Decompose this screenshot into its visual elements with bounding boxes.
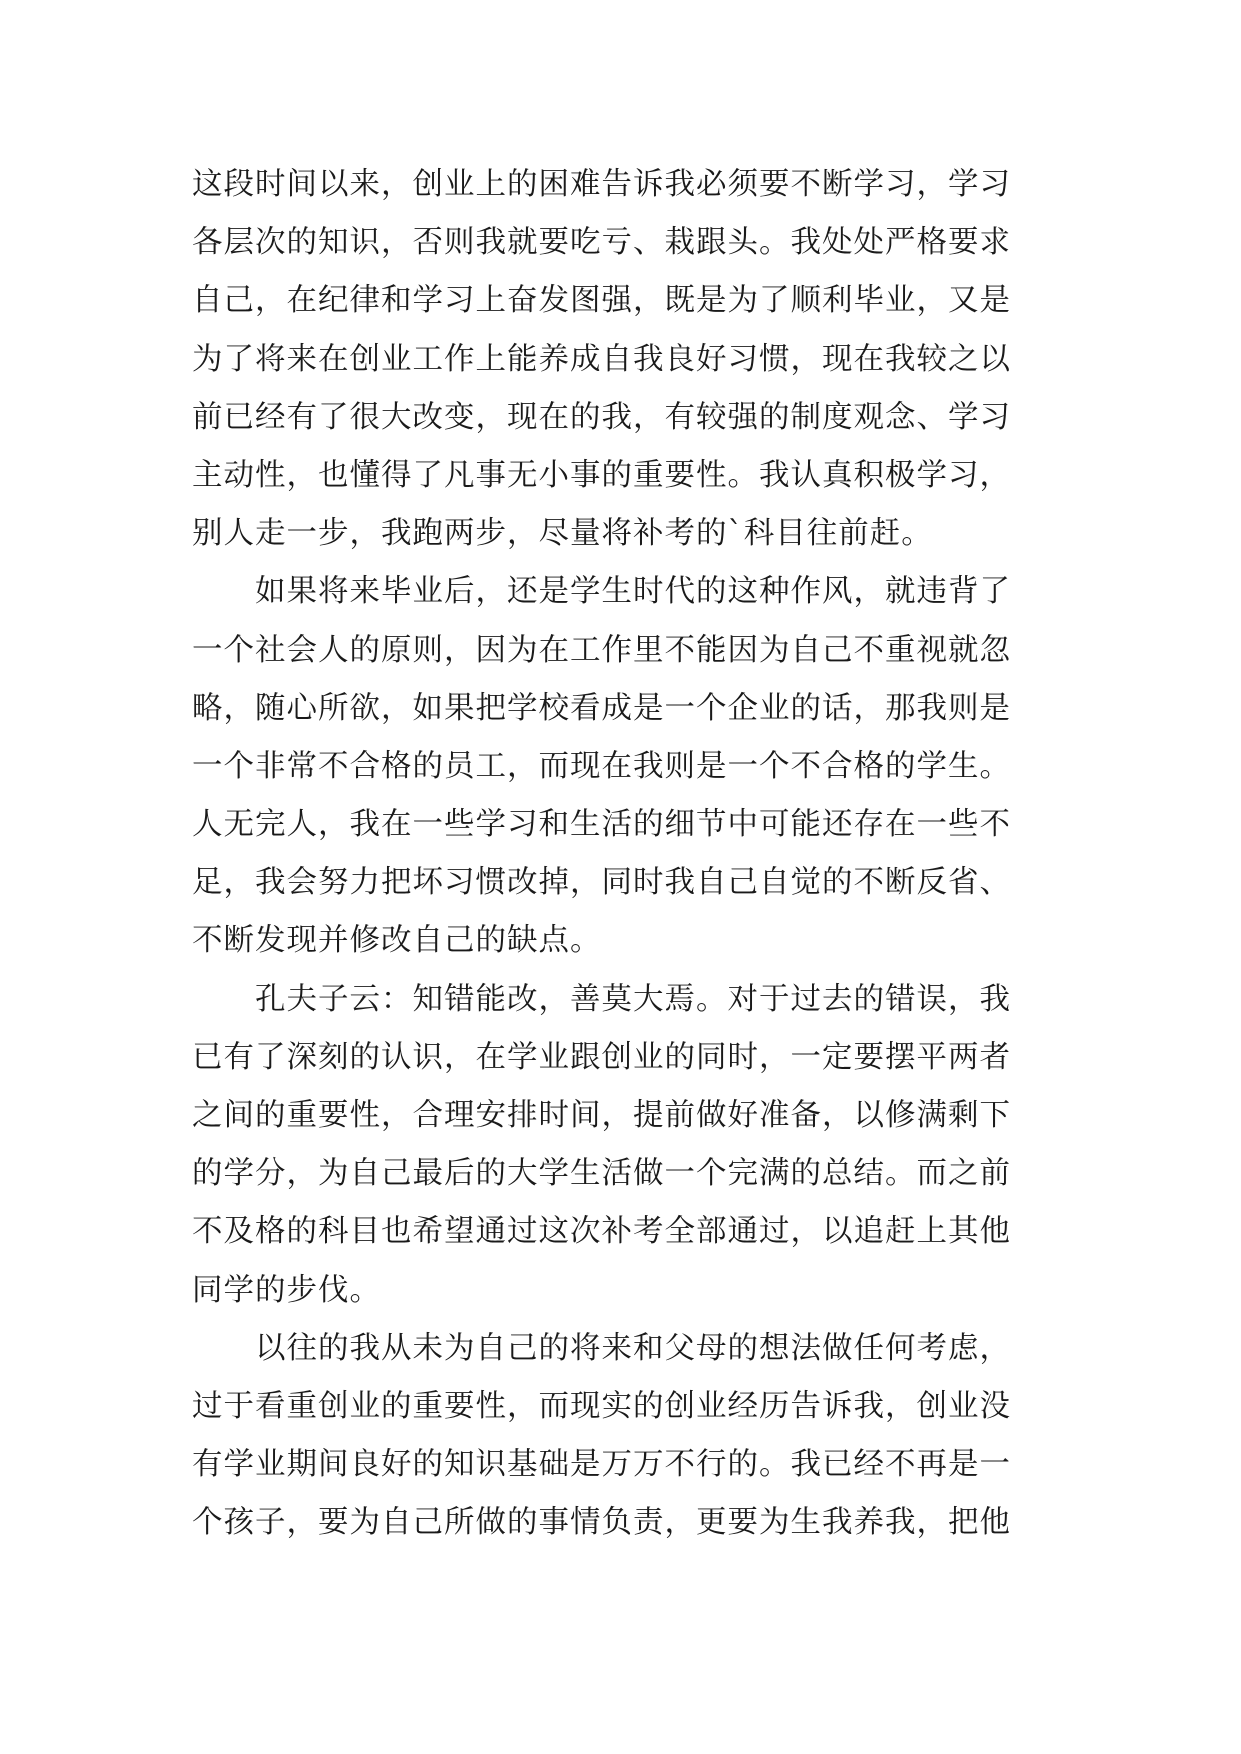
text-line: 别人走一步，我跑两步，尽量将补考的`科目往前赶。 xyxy=(192,516,933,552)
text-line: 主动性，也懂得了凡事无小事的重要性。我认真积极学习， xyxy=(192,457,1011,493)
text-line: 人无完人，我在一些学习和生活的细节中可能还存在一些不 xyxy=(192,807,1011,843)
text-line: 自己，在纪律和学习上奋发图强，既是为了顺利毕业，又是 xyxy=(192,283,1011,319)
text-line: 已有了深刻的认识，在学业跟创业的同时，一定要摆平两者 xyxy=(192,1039,1011,1075)
text-line: 这段时间以来，创业上的困难告诉我必须要不断学习，学习 xyxy=(192,167,1011,202)
text-line: 以往的我从未为自己的将来和父母的想法做任何考虑， xyxy=(192,1330,1011,1366)
text-line: 有学业期间良好的知识基础是万万不行的。我已经不再是一 xyxy=(192,1447,1011,1483)
text-line: 孔夫子云：知错能改，善莫大焉。对于过去的错误，我 xyxy=(192,981,1011,1017)
text-line: 之间的重要性，合理安排时间，提前做好准备，以修满剩下 xyxy=(192,1098,1011,1133)
document-body-text xyxy=(192,156,1054,1553)
text-line: 一个非常不合格的员工，而现在我则是一个不合格的学生。 xyxy=(192,748,1011,784)
text-line: 略，随心所欲，如果把学校看成是一个企业的话，那我则是 xyxy=(192,690,1011,726)
text-line: 同学的步伐。 xyxy=(192,1272,381,1308)
text-line: 一个社会人的原则，因为在工作里不能因为自己不重视就忽 xyxy=(192,632,1011,668)
text-line: 如果将来毕业后，还是学生时代的这种作风，就违背了 xyxy=(192,574,1011,610)
text-line: 过于看重创业的重要性，而现实的创业经历告诉我，创业没 xyxy=(192,1388,1011,1424)
text-line: 为了将来在创业工作上能养成自我良好习惯，现在我较之以 xyxy=(192,341,1011,377)
text-line: 各层次的知识，否则我就要吃亏、栽跟头。我处处严格要求 xyxy=(192,225,1011,261)
text-line: 的学分，为自己最后的大学生活做一个完满的总结。而之前 xyxy=(192,1156,1011,1192)
text-line: 足，我会努力把坏习惯改掉，同时我自己自觉的不断反省、 xyxy=(192,865,1011,901)
text-line: 前已经有了很大改变，现在的我，有较强的制度观念、学习 xyxy=(192,399,1011,435)
text-line: 个孩子，要为自己所做的事情负责，更要为生我养我，把他 xyxy=(192,1505,1011,1541)
text-line: 不及格的科目也希望通过这次补考全部通过，以追赶上其他 xyxy=(192,1214,1011,1250)
text-line: 不断发现并修改自己的缺点。 xyxy=(192,923,602,959)
